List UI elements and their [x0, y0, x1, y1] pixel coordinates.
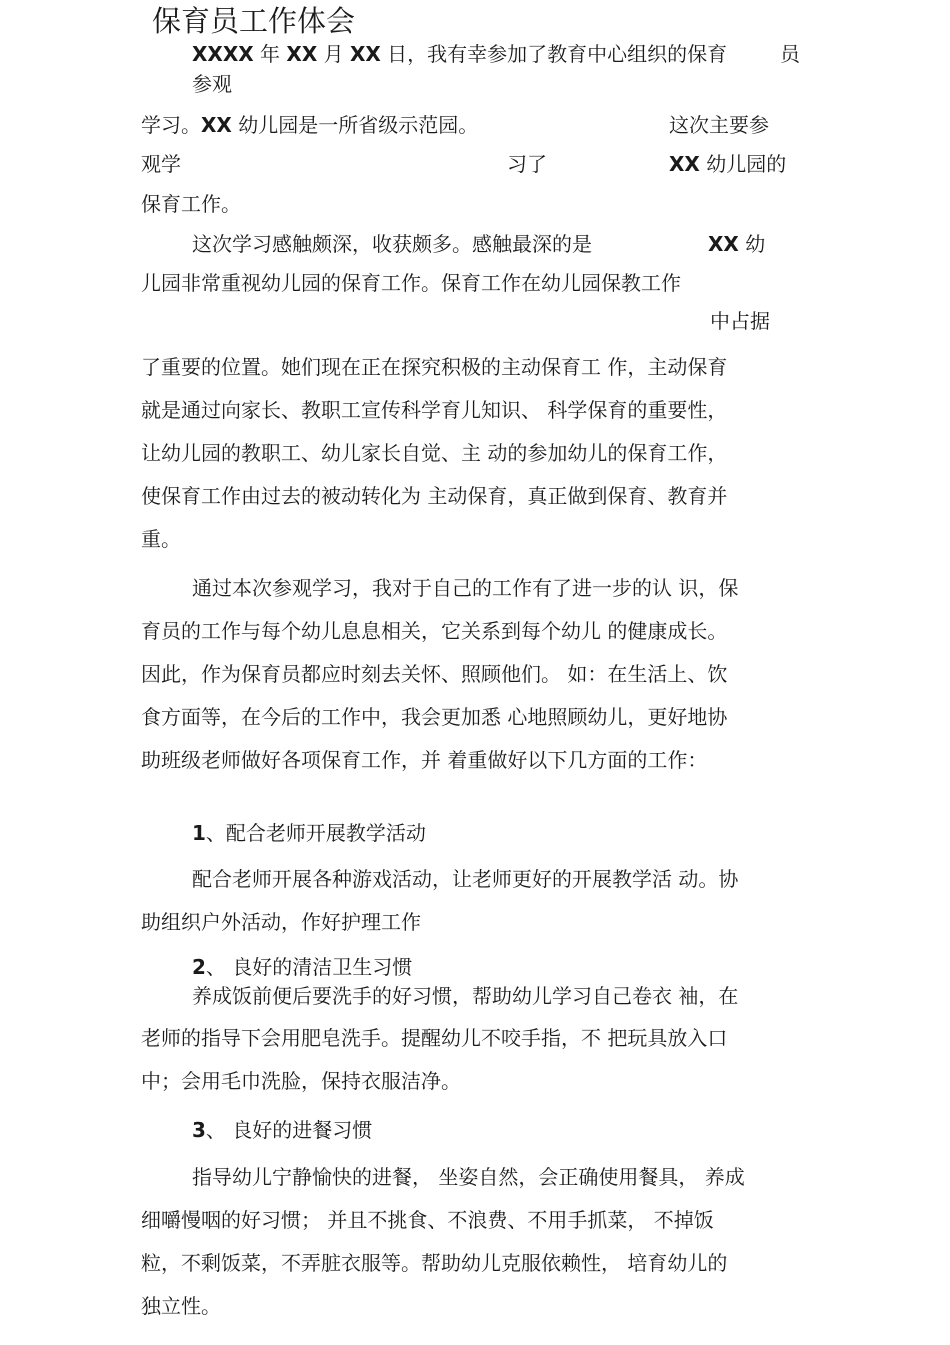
text-line: 观学	[141, 152, 181, 176]
text-line: 助组织户外活动，作好护理工作	[141, 910, 421, 934]
text-fragment: 日，我有幸参加了教育中心组织的保育	[380, 42, 728, 66]
document-title: 保育员工作体会	[152, 4, 356, 38]
text-line: 细嚼慢咽的好习惯； 并且不挑食、不浪费、不用手抓菜， 不掉饭	[141, 1208, 714, 1232]
text-line: 这次学习感触颇深，收获颇多。感触最深的是	[192, 232, 592, 256]
text-fragment: 幼儿园的	[699, 152, 787, 176]
text-line: 中；会用毛巾洗脸，保持衣服洁净。	[141, 1069, 461, 1093]
date-month: XX	[286, 42, 318, 66]
text-fragment: 、 良好的进餐习惯	[205, 1118, 373, 1142]
text-line: 保育工作。	[141, 192, 241, 216]
text-fragment: 年	[253, 42, 287, 66]
text-line: 中占据	[710, 309, 770, 333]
text-line: 这次主要参	[669, 113, 769, 137]
text-line: 让幼儿园的教职工、幼儿家长自觉、主 动的参加幼儿的保育工作，	[141, 441, 728, 465]
text-fragment: 1	[192, 821, 206, 845]
text-fragment: 幼	[738, 232, 766, 256]
text-fragment: 幼儿园是一所省级示范园。	[231, 113, 479, 137]
text-line: 养成饭前便后要洗手的好习惯，帮助幼儿学习自己卷衣 袖，在	[192, 984, 739, 1008]
text-line: 粒，不剩饭菜，不弄脏衣服等。帮助幼儿克服依赖性， 培育幼儿的	[141, 1251, 728, 1275]
date-day: XX	[349, 42, 381, 66]
text-line	[708, 232, 765, 256]
text-fragment: XX	[201, 113, 232, 137]
text-line: 指导幼儿宁静愉快的进餐， 坐姿自然，会正确使用餐具， 养成	[192, 1165, 745, 1189]
text-line: 独立性。	[141, 1294, 221, 1318]
text-line: 育员的工作与每个幼儿息息相关，它关系到每个幼儿 的健康成长。	[141, 619, 728, 643]
text-line: 使保育工作由过去的被动转化为 主动保育，真正做到保育、教育并	[141, 484, 728, 508]
text-line: 配合老师开展各种游戏活动，让老师更好的开展教学活 动。协	[192, 867, 739, 891]
text-line: 就是通过向家长、教职工宣传科学育儿知识、 科学保育的重要性，	[141, 398, 728, 422]
text-fragment: 2	[192, 955, 206, 979]
date-year: XXXX	[192, 42, 254, 66]
text-line: 员	[780, 42, 800, 66]
text-fragment: 月	[317, 42, 350, 66]
text-line: 通过本次参观学习，我对于自己的工作有了进一步的认 识，保	[192, 576, 739, 600]
section-heading	[192, 1118, 372, 1142]
section-heading	[192, 821, 426, 845]
text-line: 习了	[507, 152, 547, 176]
text-line: 了重要的位置。她们现在正在探究积极的主动保育工 作，主动保育	[141, 355, 728, 379]
section-heading	[192, 955, 412, 979]
text-fragment: 学习。	[141, 113, 201, 137]
text-line	[669, 152, 786, 176]
text-fragment: 3	[192, 1118, 206, 1142]
text-fragment: XX	[669, 152, 700, 176]
text-line: 参观	[192, 72, 232, 96]
text-line: 儿园非常重视幼儿园的保育工作。保育工作在幼儿园保教工作	[141, 271, 681, 295]
text-fragment: XX	[708, 232, 739, 256]
text-fragment: 、 良好的清洁卫生习惯	[205, 955, 413, 979]
text-fragment: 、配合老师开展教学活动	[205, 821, 426, 845]
text-line	[141, 113, 478, 137]
text-line	[192, 42, 727, 66]
text-line: 食方面等，在今后的工作中，我会更加悉 心地照顾幼儿，更好地协	[141, 705, 728, 729]
text-line: 老师的指导下会用肥皂洗手。提醒幼儿不咬手指，不 把玩具放入口	[141, 1026, 728, 1050]
text-line: 因此，作为保育员都应时刻去关怀、照顾他们。 如：在生活上、饮	[141, 662, 728, 686]
text-line: 助班级老师做好各项保育工作，并 着重做好以下几方面的工作：	[141, 748, 708, 772]
text-line: 重。	[141, 527, 181, 551]
